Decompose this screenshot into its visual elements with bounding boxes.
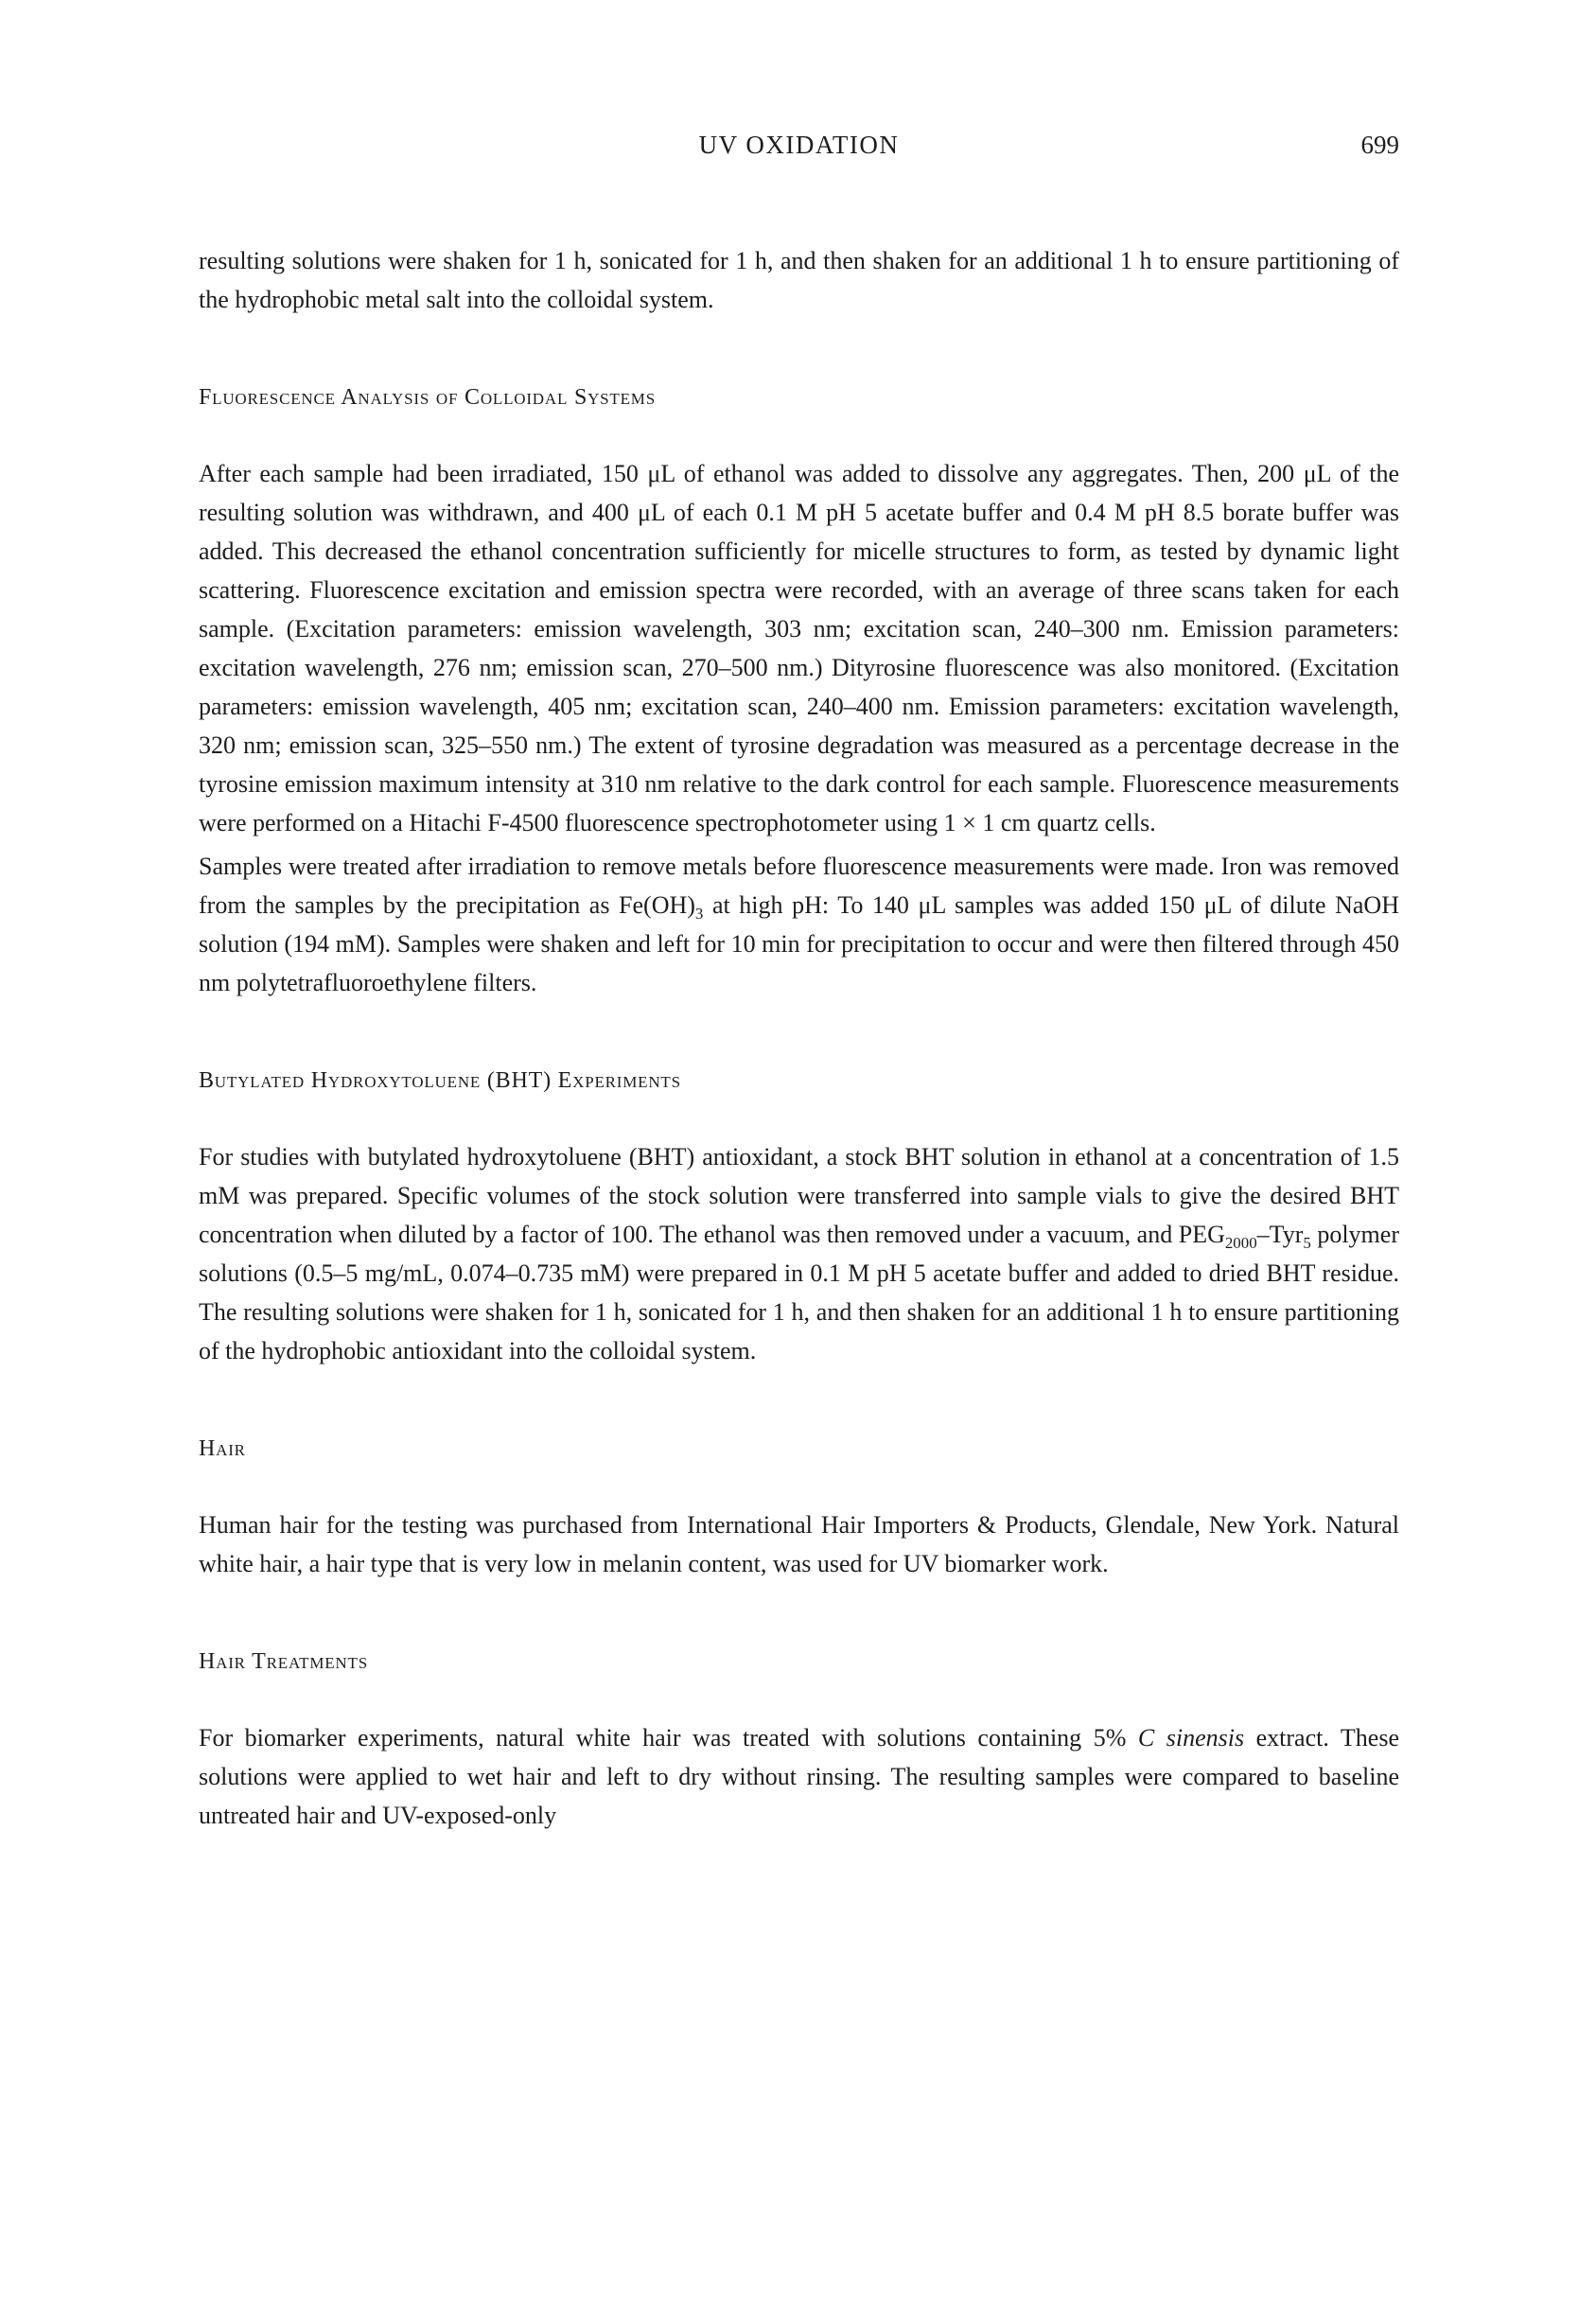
section-heading-hair-treatments: Hair Treatments — [199, 1649, 368, 1674]
paragraph: For studies with butylated hydroxytoluene (BHT) antioxidant, a stock BHT solution in ethanol at a concentration of 1.5 mM was prepared. Specific volumes of the stock solution were transferred into sample vials to give the desired BHT concentration when diluted by a factor of 100. The ethanol was then removed under a vacuum, and $PEG_{2000}-Tyr_5$ polymer solutions (0.5–5 mg/mL, 0.074–0.735 mM) were prepared in 0.1 M pH 5 acetate buffer and added to dried BHT residue. The resulting solutions were shaken for 1 h, sonicated for 1 h, and then shaken for an additional 1 h to ensure partitioning of the hydrophobic antioxidant into the colloidal system. — [199, 1143, 1399, 1364]
page-content — [199, 241, 1399, 1835]
section-heading-bht-experiments: Butylated Hydroxytoluene (BHT) Experiments — [199, 1068, 681, 1093]
section-hair-treatments — [199, 1649, 1399, 1835]
section-bht-experiments — [199, 1068, 1399, 1370]
paragraph: Samples were treated after irradiation to remove metals before fluorescence measurements were made. Iron was removed from the samples by the precipitation as $Fe(OH)_3$ at high pH: To 140 μL samples was added 150 μL of dilute NaOH solution (194 mM). Samples were shaken and left for 10 min for precipitation to occur and were then filtered through 450 nm polytetrafluoroethylene filters. — [199, 853, 1399, 996]
page-header — [199, 131, 1399, 160]
paragraph-continuation: resulting solutions were shaken for 1 h, sonicated for 1 h, and then shaken for an additional 1 h to ensure partitioning of the hydrophobic metal salt into the colloidal system. — [199, 247, 1399, 313]
paragraph: After each sample had been irradiated, 150 μL of ethanol was added to dissolve any aggregates. Then, 200 μL of the resulting solution was withdrawn, and 400 μL of each 0.1 M pH 5 acetate buffer and 0.4 M pH 8.5 borate buffer was added. This decreased the ethanol concentration sufficiently for micelle structures to form, as tested by dynamic light scattering. Fluorescence excitation and emission spectra were recorded, with an average of three scans taken for each sample. (Excitation parameters: emission wavelength, 303 nm; excitation scan, 240–300 nm. Emission parameters: excitation wavelength, 276 nm; emission scan, 270–500 nm.) Dityrosine fluorescence was also monitored. (Excitation parameters: emission wavelength, 405 nm; excitation scan, 240–400 nm. Emission parameters: excitation wavelength, 320 nm; emission scan, 325–550 nm.) The extent of tyrosine degradation was measured as a percentage decrease in the tyrosine emission maximum intensity at 310 nm relative to the dark control for each sample. Fluorescence measurements were performed on a Hitachi F-4500 fluorescence spectrophotometer using 1 × 1 cm quartz cells. — [199, 460, 1399, 836]
paragraph: For biomarker experiments, natural white hair was treated with solutions containing 5% C sinensis extract. These solutions were applied to wet hair and left to dry without rinsing. The resulting samples were compared to baseline untreated hair and UV-exposed-only — [199, 1724, 1399, 1829]
section-fluorescence-analysis — [199, 385, 1399, 1002]
paragraph: Human hair for the testing was purchased from International Hair Importers & Products, Glendale, New York. Natural white hair, a hair type that is very low in melanin content, was used for UV biomarker work. — [199, 1511, 1399, 1577]
section-heading-hair: Hair — [199, 1436, 246, 1461]
running-head: UV OXIDATION — [698, 131, 900, 159]
section-hair — [199, 1436, 1399, 1583]
section-heading-fluorescence-analysis: Fluorescence Analysis of Colloidal Systems — [199, 385, 656, 410]
page-number: 699 — [1360, 131, 1399, 159]
